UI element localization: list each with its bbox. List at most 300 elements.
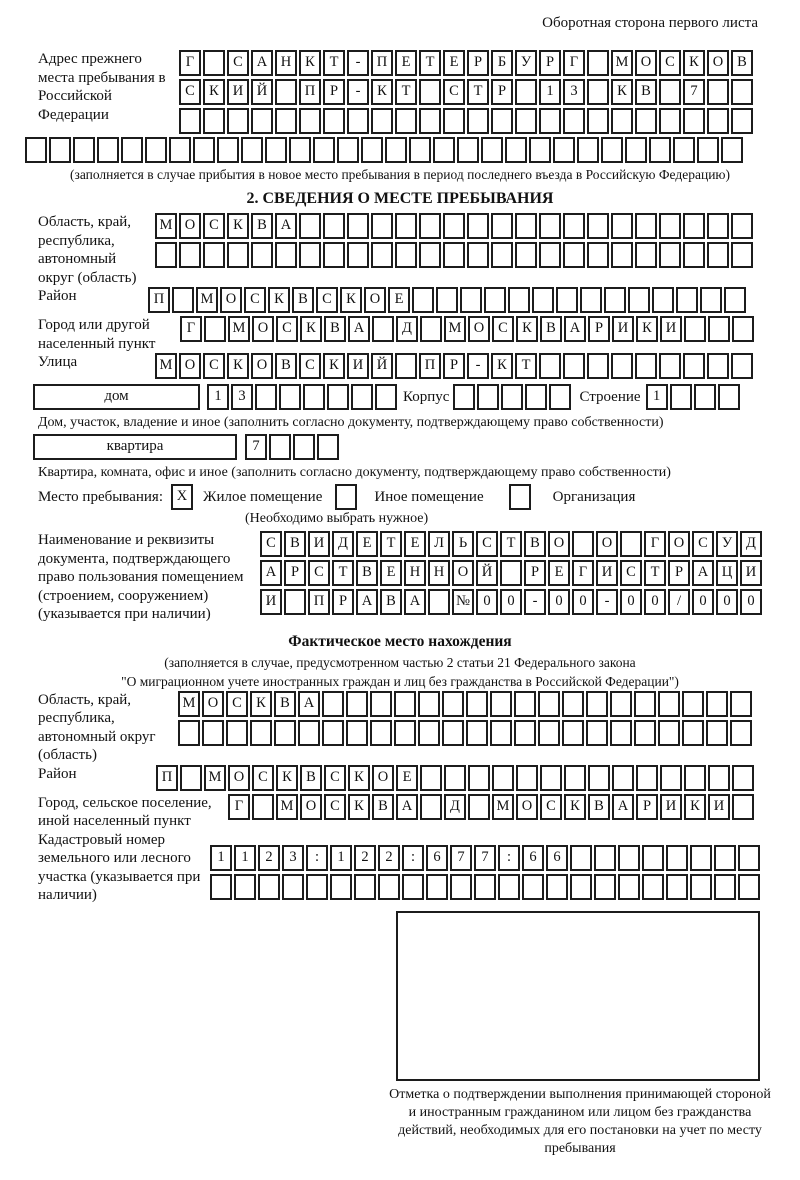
- char-cell[interactable]: [419, 213, 441, 239]
- char-cell[interactable]: Г: [179, 50, 201, 76]
- stay-option-other-checkbox[interactable]: [335, 484, 357, 510]
- char-cell[interactable]: О: [452, 560, 474, 586]
- char-cell[interactable]: В: [284, 531, 306, 557]
- char-cell[interactable]: С: [203, 353, 225, 379]
- char-cell[interactable]: [361, 137, 383, 163]
- char-cell[interactable]: [73, 137, 95, 163]
- char-cell[interactable]: [572, 531, 594, 557]
- char-cell[interactable]: [347, 108, 369, 134]
- char-cell[interactable]: [323, 108, 345, 134]
- char-cell[interactable]: [707, 242, 729, 268]
- char-cell[interactable]: [549, 384, 571, 410]
- char-cell[interactable]: А: [564, 316, 586, 342]
- char-cell[interactable]: [395, 213, 417, 239]
- char-cell[interactable]: [694, 384, 716, 410]
- char-cell[interactable]: [275, 79, 297, 105]
- char-cell[interactable]: [660, 765, 682, 791]
- char-cell[interactable]: В: [356, 560, 378, 586]
- char-cell[interactable]: И: [740, 560, 762, 586]
- char-cell[interactable]: [293, 434, 315, 460]
- char-cell[interactable]: Е: [548, 560, 570, 586]
- char-cell[interactable]: [172, 287, 194, 313]
- char-cell[interactable]: В: [292, 287, 314, 313]
- char-cell[interactable]: Р: [668, 560, 690, 586]
- char-cell[interactable]: М: [444, 316, 466, 342]
- char-cell[interactable]: Р: [524, 560, 546, 586]
- char-cell[interactable]: С: [260, 531, 282, 557]
- char-cell[interactable]: О: [372, 765, 394, 791]
- char-cell[interactable]: [683, 108, 705, 134]
- char-cell[interactable]: [436, 287, 458, 313]
- char-cell[interactable]: [178, 720, 200, 746]
- char-cell[interactable]: [203, 108, 225, 134]
- char-cell[interactable]: [193, 137, 215, 163]
- char-cell[interactable]: С: [540, 794, 562, 820]
- char-cell[interactable]: С: [659, 50, 681, 76]
- char-cell[interactable]: 7: [450, 845, 472, 871]
- char-cell[interactable]: [706, 720, 728, 746]
- char-cell[interactable]: [642, 845, 664, 871]
- char-cell[interactable]: [684, 316, 706, 342]
- char-cell[interactable]: 6: [546, 845, 568, 871]
- char-cell[interactable]: [562, 720, 584, 746]
- char-cell[interactable]: Г: [644, 531, 666, 557]
- char-cell[interactable]: Н: [404, 560, 426, 586]
- char-cell[interactable]: П: [299, 79, 321, 105]
- char-cell[interactable]: -: [347, 79, 369, 105]
- char-cell[interactable]: 0: [500, 589, 522, 615]
- char-cell[interactable]: [306, 874, 328, 900]
- char-cell[interactable]: [538, 720, 560, 746]
- char-cell[interactable]: [732, 316, 754, 342]
- char-cell[interactable]: [258, 874, 280, 900]
- char-cell[interactable]: 1: [207, 384, 229, 410]
- char-cell[interactable]: [577, 137, 599, 163]
- char-cell[interactable]: 7: [474, 845, 496, 871]
- char-cell[interactable]: 0: [476, 589, 498, 615]
- char-cell[interactable]: [611, 242, 633, 268]
- char-cell[interactable]: [420, 794, 442, 820]
- char-cell[interactable]: [673, 137, 695, 163]
- char-cell[interactable]: [251, 242, 273, 268]
- char-cell[interactable]: Р: [467, 50, 489, 76]
- char-cell[interactable]: [539, 213, 561, 239]
- char-cell[interactable]: С: [227, 50, 249, 76]
- char-cell[interactable]: [587, 108, 609, 134]
- char-cell[interactable]: [516, 765, 538, 791]
- char-cell[interactable]: [395, 242, 417, 268]
- char-cell[interactable]: [538, 691, 560, 717]
- char-cell[interactable]: [204, 316, 226, 342]
- char-cell[interactable]: Е: [443, 50, 465, 76]
- char-cell[interactable]: [666, 845, 688, 871]
- char-cell[interactable]: Р: [323, 79, 345, 105]
- char-cell[interactable]: И: [596, 560, 618, 586]
- char-cell[interactable]: -: [347, 50, 369, 76]
- char-cell[interactable]: [618, 845, 640, 871]
- char-cell[interactable]: К: [371, 79, 393, 105]
- char-cell[interactable]: [618, 874, 640, 900]
- char-cell[interactable]: В: [372, 794, 394, 820]
- char-cell[interactable]: [179, 242, 201, 268]
- char-cell[interactable]: С: [252, 765, 274, 791]
- char-cell[interactable]: [490, 691, 512, 717]
- char-cell[interactable]: [604, 287, 626, 313]
- char-cell[interactable]: /: [668, 589, 690, 615]
- char-cell[interactable]: Г: [563, 50, 585, 76]
- char-cell[interactable]: [564, 765, 586, 791]
- char-cell[interactable]: [49, 137, 71, 163]
- char-cell[interactable]: [347, 242, 369, 268]
- char-cell[interactable]: [169, 137, 191, 163]
- char-cell[interactable]: Д: [332, 531, 354, 557]
- char-cell[interactable]: [330, 874, 352, 900]
- char-cell[interactable]: [442, 720, 464, 746]
- char-cell[interactable]: [682, 720, 704, 746]
- char-cell[interactable]: [371, 213, 393, 239]
- char-cell[interactable]: :: [402, 845, 424, 871]
- char-cell[interactable]: [203, 242, 225, 268]
- char-cell[interactable]: Р: [588, 316, 610, 342]
- char-cell[interactable]: М: [155, 213, 177, 239]
- char-cell[interactable]: [529, 137, 551, 163]
- char-cell[interactable]: [299, 213, 321, 239]
- char-cell[interactable]: М: [178, 691, 200, 717]
- char-cell[interactable]: Т: [332, 560, 354, 586]
- char-cell[interactable]: Г: [228, 794, 250, 820]
- char-cell[interactable]: [700, 287, 722, 313]
- stay-option-housing-checkbox[interactable]: X: [171, 484, 193, 510]
- char-cell[interactable]: [97, 137, 119, 163]
- char-cell[interactable]: [731, 353, 753, 379]
- char-cell[interactable]: [514, 691, 536, 717]
- char-cell[interactable]: [514, 720, 536, 746]
- char-cell[interactable]: Е: [396, 765, 418, 791]
- char-cell[interactable]: 3: [282, 845, 304, 871]
- stay-option-org-checkbox[interactable]: [509, 484, 531, 510]
- char-cell[interactable]: [586, 720, 608, 746]
- char-cell[interactable]: [724, 287, 746, 313]
- char-cell[interactable]: [347, 213, 369, 239]
- char-cell[interactable]: И: [660, 794, 682, 820]
- char-cell[interactable]: [420, 765, 442, 791]
- char-cell[interactable]: К: [611, 79, 633, 105]
- char-cell[interactable]: [275, 108, 297, 134]
- char-cell[interactable]: С: [226, 691, 248, 717]
- char-cell[interactable]: [443, 108, 465, 134]
- char-cell[interactable]: Д: [396, 316, 418, 342]
- char-cell[interactable]: К: [636, 316, 658, 342]
- char-cell[interactable]: Й: [476, 560, 498, 586]
- char-cell[interactable]: [460, 287, 482, 313]
- char-cell[interactable]: [708, 765, 730, 791]
- char-cell[interactable]: Н: [275, 50, 297, 76]
- char-cell[interactable]: [594, 874, 616, 900]
- char-cell[interactable]: [738, 845, 760, 871]
- char-cell[interactable]: 6: [522, 845, 544, 871]
- char-cell[interactable]: [539, 353, 561, 379]
- char-cell[interactable]: Й: [251, 79, 273, 105]
- char-cell[interactable]: [25, 137, 47, 163]
- char-cell[interactable]: [635, 353, 657, 379]
- char-cell[interactable]: Т: [467, 79, 489, 105]
- char-cell[interactable]: -: [524, 589, 546, 615]
- char-cell[interactable]: [491, 213, 513, 239]
- char-cell[interactable]: В: [324, 316, 346, 342]
- char-cell[interactable]: К: [299, 50, 321, 76]
- char-cell[interactable]: К: [300, 316, 322, 342]
- char-cell[interactable]: [419, 79, 441, 105]
- char-cell[interactable]: [442, 691, 464, 717]
- char-cell[interactable]: М: [492, 794, 514, 820]
- char-cell[interactable]: [371, 108, 393, 134]
- char-cell[interactable]: [298, 720, 320, 746]
- char-cell[interactable]: [179, 108, 201, 134]
- char-cell[interactable]: [299, 242, 321, 268]
- char-cell[interactable]: Н: [428, 560, 450, 586]
- char-cell[interactable]: [443, 213, 465, 239]
- char-cell[interactable]: У: [716, 531, 738, 557]
- char-cell[interactable]: [670, 384, 692, 410]
- char-cell[interactable]: [587, 79, 609, 105]
- char-cell[interactable]: 1: [646, 384, 668, 410]
- char-cell[interactable]: [467, 108, 489, 134]
- char-cell[interactable]: [227, 108, 249, 134]
- char-cell[interactable]: П: [371, 50, 393, 76]
- char-cell[interactable]: [370, 691, 392, 717]
- char-cell[interactable]: В: [274, 691, 296, 717]
- char-cell[interactable]: [690, 845, 712, 871]
- char-cell[interactable]: Т: [515, 353, 537, 379]
- char-cell[interactable]: [634, 691, 656, 717]
- char-cell[interactable]: [659, 213, 681, 239]
- char-cell[interactable]: [474, 874, 496, 900]
- char-cell[interactable]: [498, 874, 520, 900]
- char-cell[interactable]: В: [380, 589, 402, 615]
- char-cell[interactable]: О: [202, 691, 224, 717]
- char-cell[interactable]: [145, 137, 167, 163]
- char-cell[interactable]: [683, 213, 705, 239]
- char-cell[interactable]: [453, 384, 475, 410]
- char-cell[interactable]: [491, 242, 513, 268]
- char-cell[interactable]: 1: [330, 845, 352, 871]
- char-cell[interactable]: С: [299, 353, 321, 379]
- char-cell[interactable]: [563, 242, 585, 268]
- char-cell[interactable]: Д: [740, 531, 762, 557]
- char-cell[interactable]: [563, 108, 585, 134]
- char-cell[interactable]: [202, 720, 224, 746]
- char-cell[interactable]: [563, 353, 585, 379]
- char-cell[interactable]: А: [298, 691, 320, 717]
- char-cell[interactable]: [718, 384, 740, 410]
- char-cell[interactable]: [395, 353, 417, 379]
- char-cell[interactable]: [580, 287, 602, 313]
- char-cell[interactable]: [402, 874, 424, 900]
- char-cell[interactable]: [732, 765, 754, 791]
- char-cell[interactable]: Т: [395, 79, 417, 105]
- char-cell[interactable]: 0: [740, 589, 762, 615]
- char-cell[interactable]: А: [692, 560, 714, 586]
- char-cell[interactable]: [279, 384, 301, 410]
- char-cell[interactable]: [634, 720, 656, 746]
- char-cell[interactable]: Р: [539, 50, 561, 76]
- char-cell[interactable]: К: [684, 794, 706, 820]
- char-cell[interactable]: Й: [371, 353, 393, 379]
- char-cell[interactable]: С: [316, 287, 338, 313]
- char-cell[interactable]: Г: [572, 560, 594, 586]
- char-cell[interactable]: [394, 691, 416, 717]
- char-cell[interactable]: [659, 79, 681, 105]
- char-cell[interactable]: К: [227, 353, 249, 379]
- char-cell[interactable]: [515, 79, 537, 105]
- char-cell[interactable]: [563, 213, 585, 239]
- char-cell[interactable]: А: [356, 589, 378, 615]
- char-cell[interactable]: К: [348, 765, 370, 791]
- char-cell[interactable]: А: [348, 316, 370, 342]
- char-cell[interactable]: С: [276, 316, 298, 342]
- char-cell[interactable]: К: [516, 316, 538, 342]
- char-cell[interactable]: :: [498, 845, 520, 871]
- char-cell[interactable]: [346, 720, 368, 746]
- char-cell[interactable]: [714, 845, 736, 871]
- char-cell[interactable]: [477, 384, 499, 410]
- char-cell[interactable]: В: [300, 765, 322, 791]
- char-cell[interactable]: [707, 108, 729, 134]
- char-cell[interactable]: [628, 287, 650, 313]
- char-cell[interactable]: [394, 720, 416, 746]
- char-cell[interactable]: [226, 720, 248, 746]
- char-cell[interactable]: М: [196, 287, 218, 313]
- char-cell[interactable]: Т: [500, 531, 522, 557]
- char-cell[interactable]: [418, 691, 440, 717]
- char-cell[interactable]: [601, 137, 623, 163]
- char-cell[interactable]: П: [156, 765, 178, 791]
- char-cell[interactable]: А: [275, 213, 297, 239]
- char-cell[interactable]: -: [467, 353, 489, 379]
- char-cell[interactable]: О: [179, 353, 201, 379]
- char-cell[interactable]: [594, 845, 616, 871]
- char-cell[interactable]: [299, 108, 321, 134]
- char-cell[interactable]: И: [660, 316, 682, 342]
- char-cell[interactable]: С: [692, 531, 714, 557]
- char-cell[interactable]: [467, 213, 489, 239]
- char-cell[interactable]: С: [324, 765, 346, 791]
- char-cell[interactable]: [354, 874, 376, 900]
- char-cell[interactable]: [649, 137, 671, 163]
- char-cell[interactable]: [450, 874, 472, 900]
- char-cell[interactable]: 0: [644, 589, 666, 615]
- char-cell[interactable]: [683, 353, 705, 379]
- char-cell[interactable]: [121, 137, 143, 163]
- char-cell[interactable]: [412, 287, 434, 313]
- char-cell[interactable]: [180, 765, 202, 791]
- char-cell[interactable]: С: [443, 79, 465, 105]
- char-cell[interactable]: [227, 242, 249, 268]
- char-cell[interactable]: [659, 242, 681, 268]
- char-cell[interactable]: [625, 137, 647, 163]
- char-cell[interactable]: 0: [716, 589, 738, 615]
- char-cell[interactable]: :: [306, 845, 328, 871]
- char-cell[interactable]: [731, 242, 753, 268]
- char-cell[interactable]: И: [708, 794, 730, 820]
- char-cell[interactable]: [322, 691, 344, 717]
- char-cell[interactable]: М: [276, 794, 298, 820]
- char-cell[interactable]: [707, 353, 729, 379]
- char-cell[interactable]: И: [308, 531, 330, 557]
- char-cell[interactable]: М: [204, 765, 226, 791]
- char-cell[interactable]: Б: [491, 50, 513, 76]
- char-cell[interactable]: 1: [210, 845, 232, 871]
- char-cell[interactable]: Е: [356, 531, 378, 557]
- char-cell[interactable]: И: [612, 316, 634, 342]
- char-cell[interactable]: [539, 242, 561, 268]
- char-cell[interactable]: [444, 765, 466, 791]
- char-cell[interactable]: [611, 213, 633, 239]
- char-cell[interactable]: [395, 108, 417, 134]
- char-cell[interactable]: [676, 287, 698, 313]
- char-cell[interactable]: Ц: [716, 560, 738, 586]
- char-cell[interactable]: С: [476, 531, 498, 557]
- char-cell[interactable]: Т: [419, 50, 441, 76]
- char-cell[interactable]: [241, 137, 263, 163]
- char-cell[interactable]: [234, 874, 256, 900]
- char-cell[interactable]: 0: [572, 589, 594, 615]
- char-cell[interactable]: 2: [258, 845, 280, 871]
- char-cell[interactable]: [636, 765, 658, 791]
- char-cell[interactable]: [282, 874, 304, 900]
- char-cell[interactable]: 7: [683, 79, 705, 105]
- char-cell[interactable]: [587, 50, 609, 76]
- char-cell[interactable]: [217, 137, 239, 163]
- char-cell[interactable]: Г: [180, 316, 202, 342]
- char-cell[interactable]: [635, 213, 657, 239]
- char-cell[interactable]: Т: [644, 560, 666, 586]
- char-cell[interactable]: К: [348, 794, 370, 820]
- char-cell[interactable]: М: [155, 353, 177, 379]
- char-cell[interactable]: [635, 242, 657, 268]
- char-cell[interactable]: О: [548, 531, 570, 557]
- char-cell[interactable]: [351, 384, 373, 410]
- char-cell[interactable]: [586, 691, 608, 717]
- char-cell[interactable]: -: [596, 589, 618, 615]
- char-cell[interactable]: [371, 242, 393, 268]
- char-cell[interactable]: П: [148, 287, 170, 313]
- char-cell[interactable]: О: [251, 353, 273, 379]
- char-cell[interactable]: К: [268, 287, 290, 313]
- char-cell[interactable]: 6: [426, 845, 448, 871]
- char-cell[interactable]: К: [227, 213, 249, 239]
- char-cell[interactable]: О: [300, 794, 322, 820]
- char-cell[interactable]: В: [540, 316, 562, 342]
- char-cell[interactable]: [570, 874, 592, 900]
- char-cell[interactable]: О: [179, 213, 201, 239]
- char-cell[interactable]: А: [251, 50, 273, 76]
- char-cell[interactable]: [419, 242, 441, 268]
- char-cell[interactable]: Р: [636, 794, 658, 820]
- char-cell[interactable]: О: [364, 287, 386, 313]
- char-cell[interactable]: [289, 137, 311, 163]
- char-cell[interactable]: К: [340, 287, 362, 313]
- char-cell[interactable]: И: [347, 353, 369, 379]
- char-cell[interactable]: [587, 353, 609, 379]
- char-cell[interactable]: [375, 384, 397, 410]
- char-cell[interactable]: [327, 384, 349, 410]
- char-cell[interactable]: [501, 384, 523, 410]
- char-cell[interactable]: [419, 108, 441, 134]
- char-cell[interactable]: [252, 794, 274, 820]
- char-cell[interactable]: [274, 720, 296, 746]
- char-cell[interactable]: Ь: [452, 531, 474, 557]
